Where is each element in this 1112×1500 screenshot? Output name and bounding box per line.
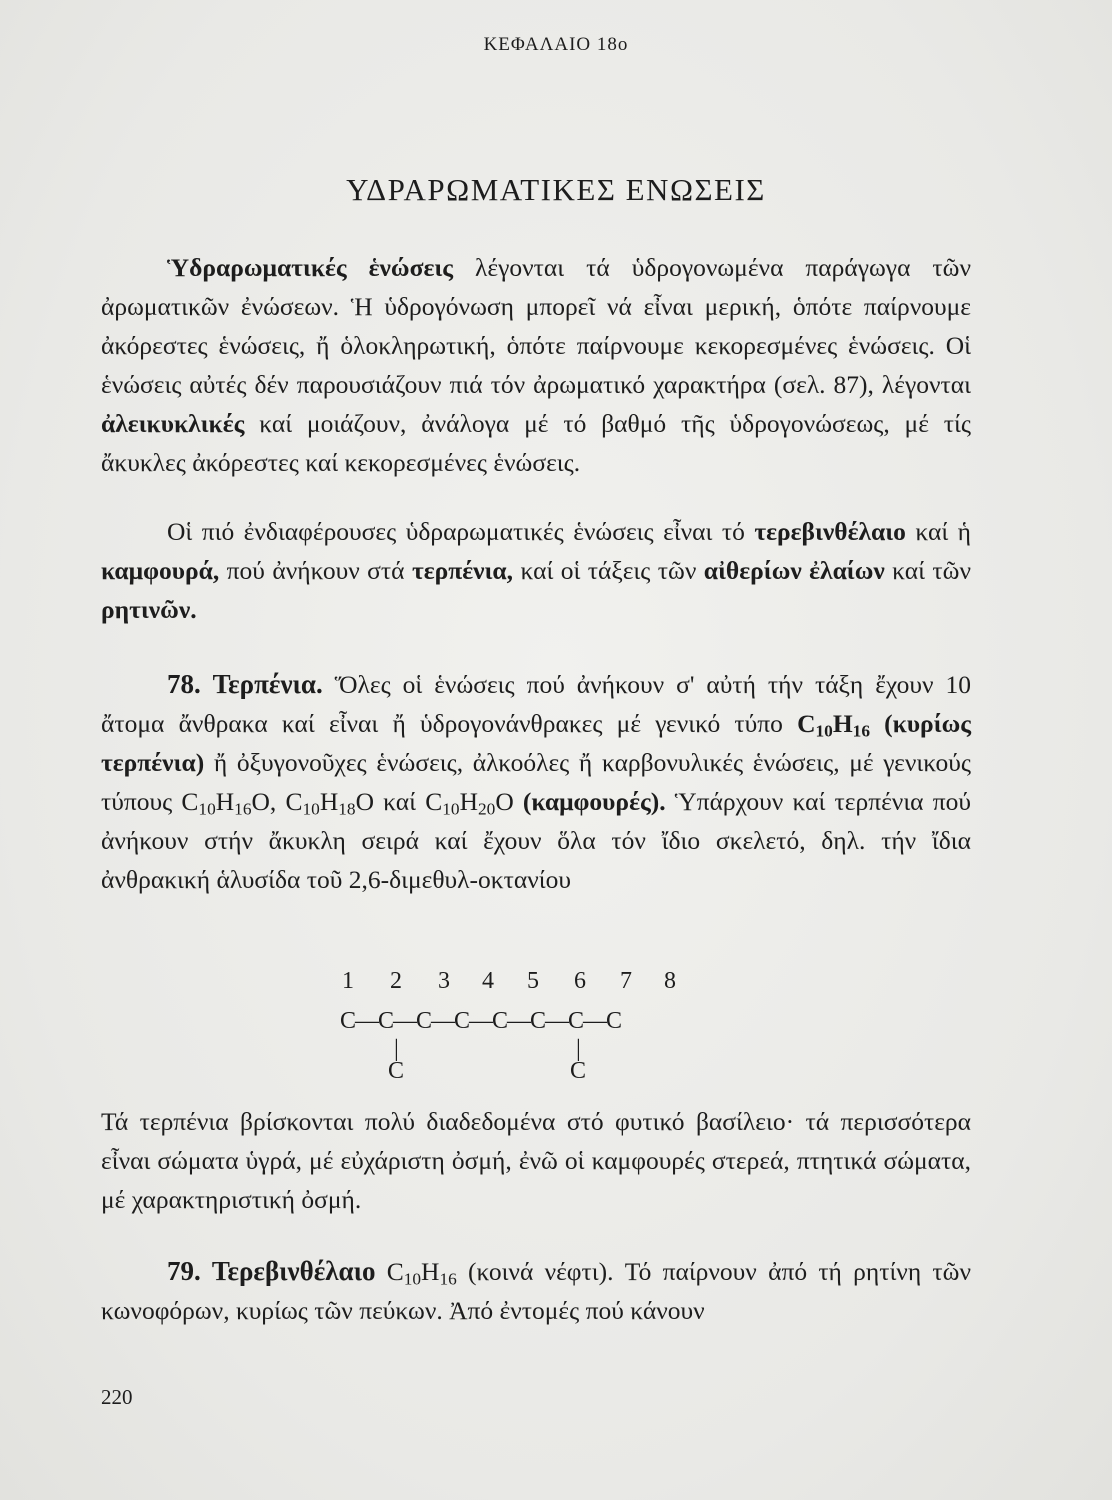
formula-separator-1: , <box>269 787 286 816</box>
carbon-number-8: 8 <box>664 968 676 994</box>
page-number: 220 <box>101 1385 133 1409</box>
intro-paragraph <box>101 248 971 482</box>
formula-c10h16: $C_{10}H_{16}$ <box>797 709 870 741</box>
carbon-number-6: 6 <box>574 968 586 994</box>
term-turpentine: τερεβινθέλαιο <box>754 517 906 546</box>
interesting-text-2: καί ἡ <box>905 517 971 546</box>
interesting-paragraph <box>101 512 971 629</box>
term-terpenes: τερπένια, <box>411 556 514 585</box>
common-name-turpentine: (κοινά νέφτι). <box>456 1257 614 1286</box>
bold-camphors: (καμφουρές). <box>513 787 666 816</box>
interesting-text-4: καί οἱ τάξεις τῶν <box>513 556 704 585</box>
section-78-text-3: Ὑπάρχουν καί τερπένια πού ἀνήκουν στήν ἄκυκλη σειρά καί ἔχουν ὅλα τόν ἴδιο σκελετό, δηλ. τήν ἴδια ἀνθρακική ἁλυσίδα τοῦ 2,6-διμεθυλ-οκτανίου <box>101 787 971 894</box>
section-79-text: Τό παίρνουν ἀπό τή ρητίνη τῶν κωνοφόρων, κυρίως τῶν πεύκων. Ἀπό ἐντομές πού κάνουν <box>101 1257 971 1325</box>
term-essential-oils: αἰθερίων ἐλαίων <box>703 556 885 585</box>
carbon-number-7: 7 <box>620 968 632 994</box>
formula-c10h18o: $C_{10}H_{18}O$ <box>285 787 374 819</box>
term-hydroaromatic: Ὑδραρωματικές ἑνώσεις <box>167 253 454 282</box>
section-78-text-2: ἤ ὀξυγονοῦχες ἑνώσεις, ἀλκοόλες ἤ καρβονυλικές ἑνώσεις, μέ γενικούς τύπους <box>101 748 971 816</box>
methyl-carbon-2: C <box>388 1058 405 1084</box>
section-78-heading: 78. Τερπένια. <box>167 669 323 699</box>
carbon-number-2: 2 <box>390 968 402 994</box>
branch-bond-6: | <box>576 1036 581 1062</box>
bold-mainly-terpenes: (κυρίως τερπένια) <box>101 709 972 777</box>
section-79-paragraph <box>101 1252 971 1330</box>
term-alicyclic: ἀλεικυκλικές <box>101 409 245 438</box>
interesting-text-1: Οἱ πιό ἐνδιαφέρουσες ὑδραρωματικές ἑνώσεις εἶναι τό <box>167 517 755 546</box>
carbon-chain: C—C—C—C—C—C—C—C <box>340 1008 622 1034</box>
interesting-text-3: πού ἀνήκουν στά <box>219 556 412 585</box>
methyl-carbon-6: C <box>570 1058 587 1084</box>
formula-turpentine: $C_{10}H_{16}$ <box>386 1257 457 1289</box>
section-title: ΥΔΡΑΡΩΜΑΤΙΚΕΣ ΕΝΩΣΕΙΣ <box>346 172 766 207</box>
distribution-paragraph <box>101 1102 971 1219</box>
carbon-number-1: 1 <box>342 968 354 994</box>
formula-separator-2: καί <box>374 787 426 816</box>
intro-text-2: καί μοιάζουν, ἀνάλογα μέ τό βαθμό τῆς ὑδρογονώσεως, μέ τίς ἄκυκλες ἀκόρεστες καί κεκορεσμένες ἑνώσεις. <box>101 409 971 477</box>
term-camphor: καμφουρά, <box>101 556 220 585</box>
carbon-number-4: 4 <box>482 968 494 994</box>
chapter-header: ΚΕΦΑΛΑΙΟ 18ο <box>483 34 629 55</box>
term-resins: ρητινῶν. <box>101 595 197 624</box>
section-79-heading: 79. Τερεβινθέλαιο <box>167 1256 376 1286</box>
carbon-number-5: 5 <box>527 968 539 994</box>
formula-c10h20o: $C_{10}H_{20}O$ <box>425 787 514 819</box>
interesting-text-5: καί τῶν <box>884 556 971 585</box>
intro-text-1: λέγονται τά ὑδρογονωμένα παράγωγα τῶν ἀρωματικῶν ἐνώσεων. Ἡ ὑδρογόνωση μπορεῖ νά εἶναι μερική, ὁπότε παίρνουμε ἀκόρεστες ἑνώσεις, ἤ ὁλοκληρωτική, ὁπότε παίρνουμε κεκορεσμένες ἑνώσεις. Οἱ ἑνώσεις αὐτές δέν παρουσιάζουν πιά τόν ἀρωματικό χαρακτήρα (σελ. 87), λέγονται <box>101 253 971 399</box>
formula-c10h16o: $C_{10}H_{16}O$ <box>181 787 270 819</box>
dimethyl-octane-structure <box>330 965 710 1085</box>
carbon-number-3: 3 <box>438 968 450 994</box>
section-78-paragraph <box>101 665 971 899</box>
section-78-text-1: Ὅλες οἱ ἑνώσεις πού ἀνήκουν σ' αὐτή τήν τάξη ἔχουν 10 ἄτομα ἄνθρακα καί εἶναι ἤ ὑδρογονάνθρακες μέ γενικό τύπο <box>101 670 971 738</box>
distribution-text: Τά τερπένια βρίσκονται πολύ διαδεδομένα στό φυτικό βασίλειο· τά περισσότερα εἶναι σώματα ὑγρά, μέ εὐχάριστη ὀσμή, ἐνῶ οἱ καμφουρές στερεά, πτητικά σώματα, μέ χαρακτηριστική ὀσμή. <box>101 1107 971 1214</box>
branch-bond-2: | <box>394 1036 399 1062</box>
